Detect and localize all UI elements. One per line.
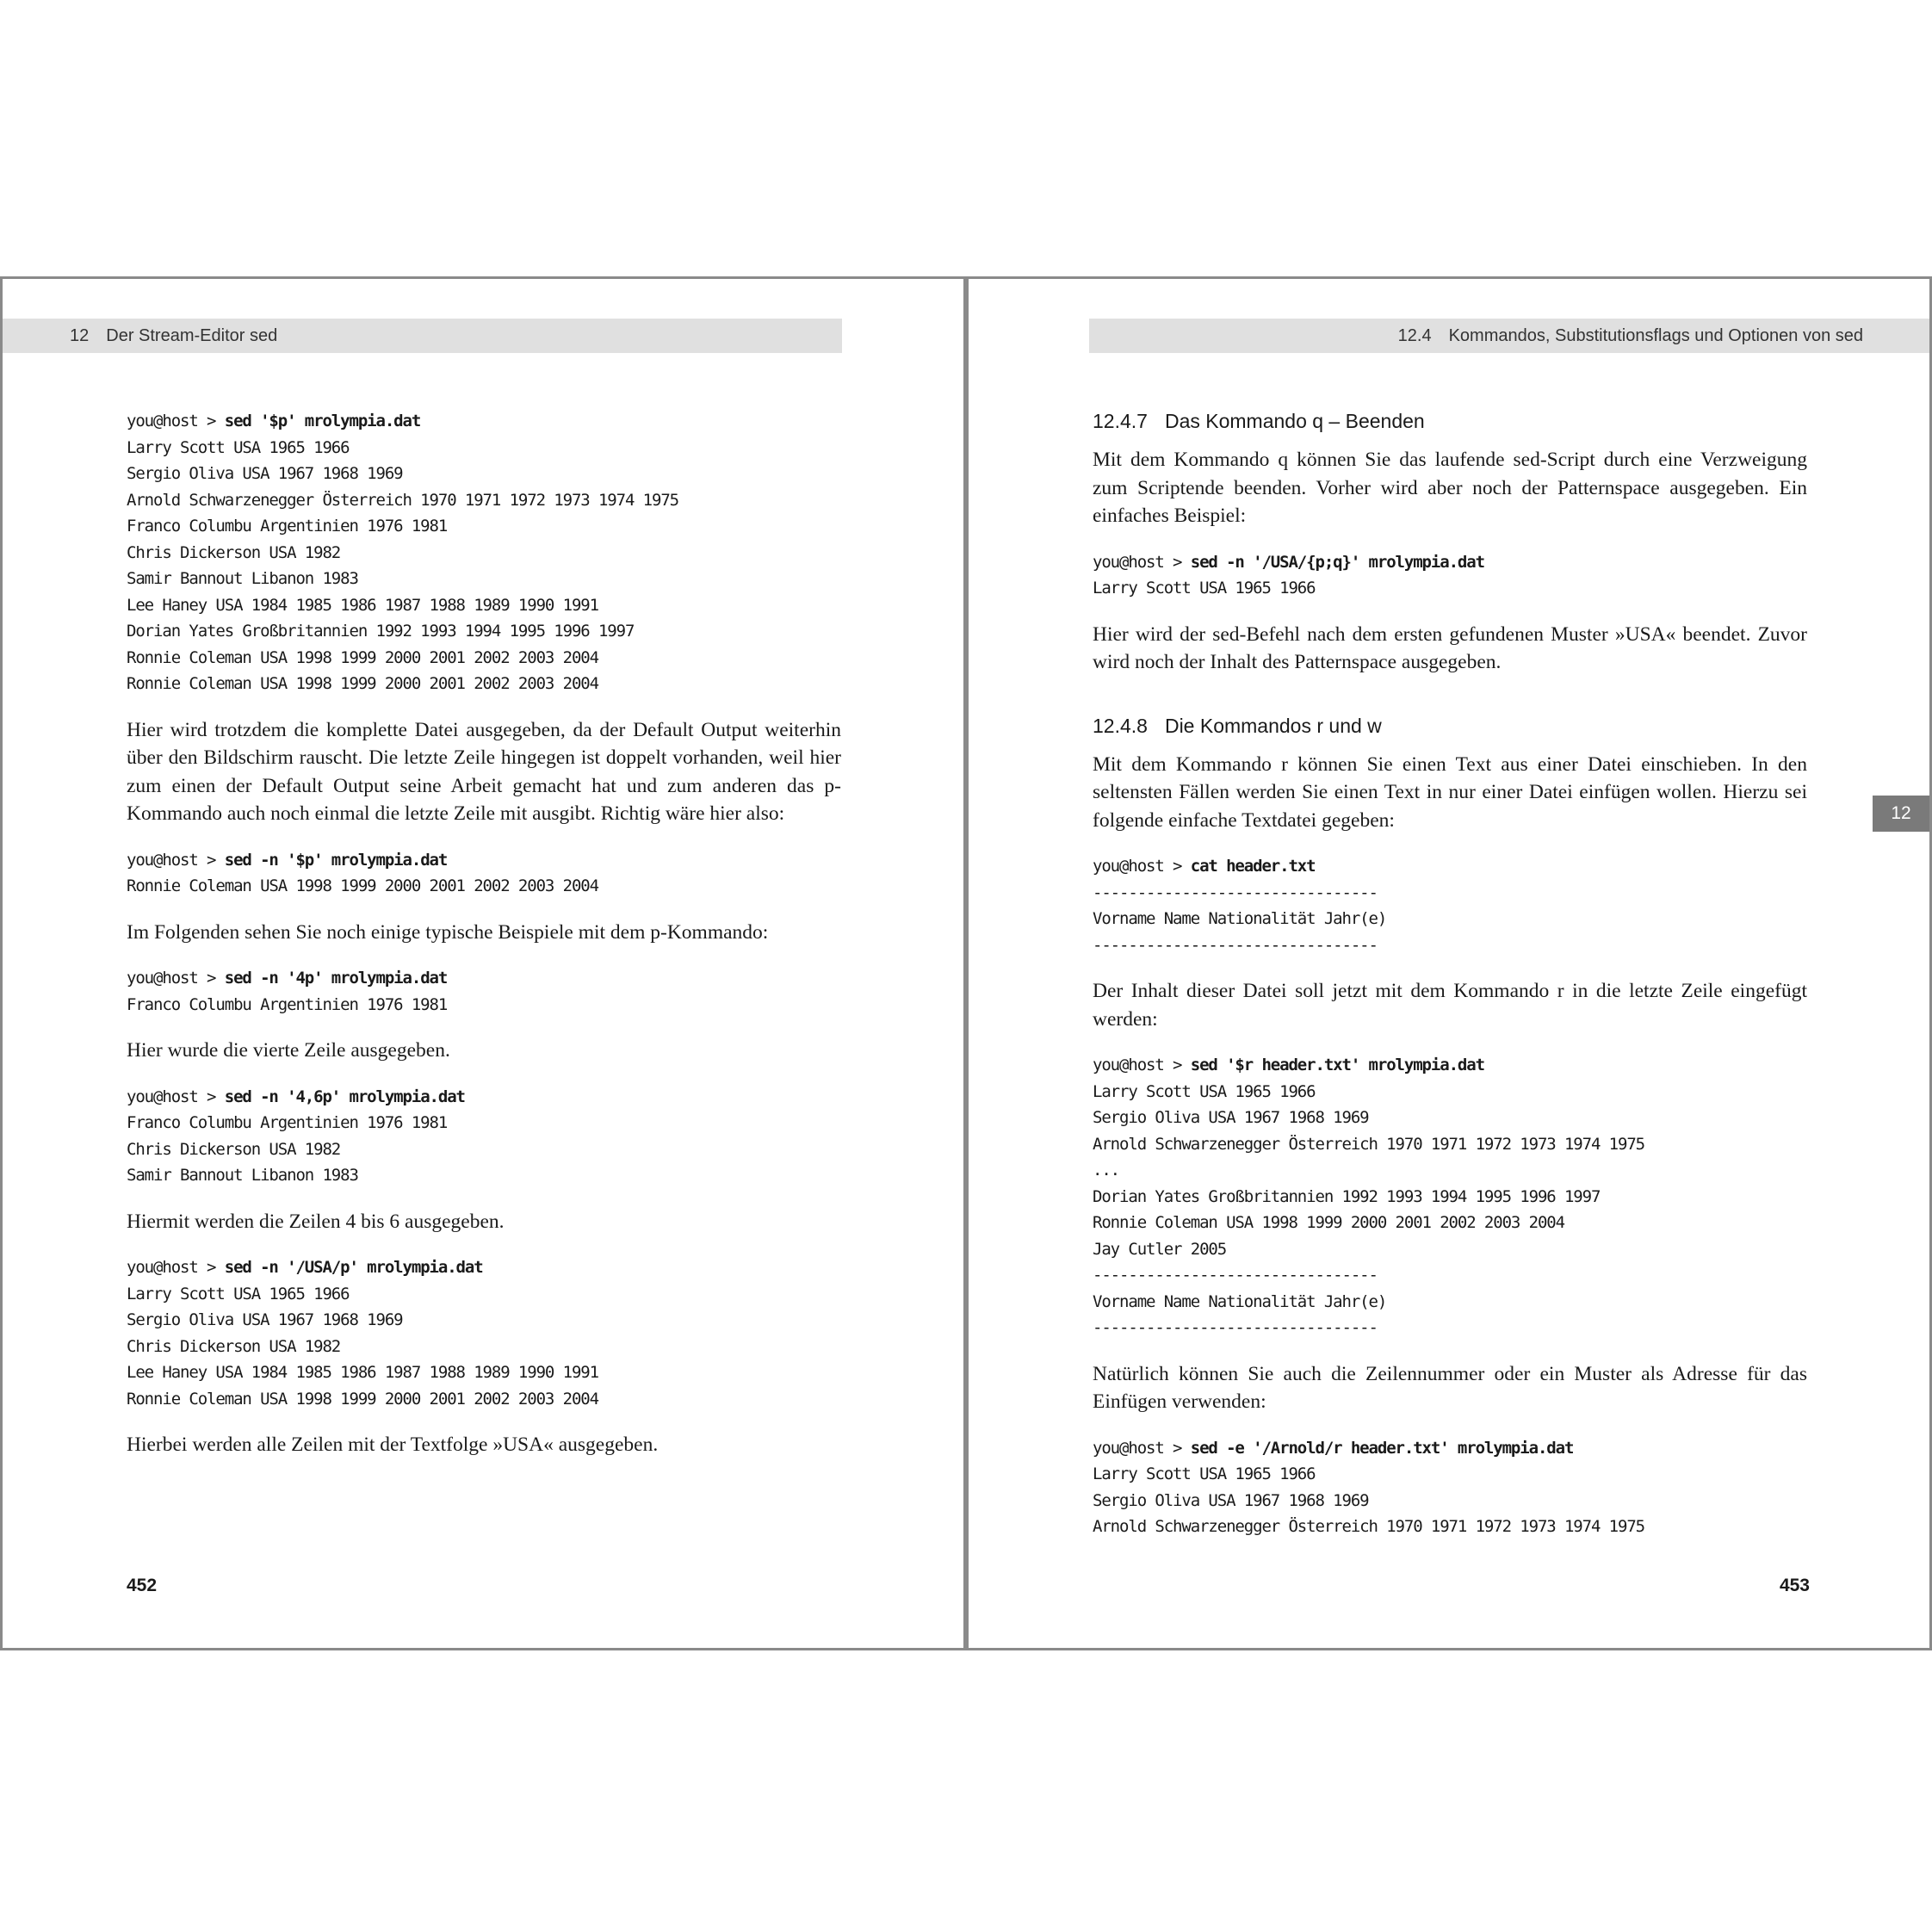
command-line <box>127 1254 841 1281</box>
command-line <box>127 847 841 874</box>
heading-number: 12.4.7 <box>1093 410 1148 432</box>
heading-title: Das Kommando q – Beenden <box>1164 410 1425 432</box>
code-block <box>1093 1052 1807 1341</box>
page-number-left: 452 <box>127 1576 158 1595</box>
right-page <box>966 276 1932 1650</box>
output-line: Ronnie Coleman USA 1998 1999 2000 2001 2002 2003 2004 <box>127 674 598 693</box>
output-line: Arnold Schwarzenegger Österreich 1970 1971 1972 1973 1974 1975 <box>127 490 679 510</box>
code-block <box>127 965 841 1018</box>
command-line <box>127 965 841 992</box>
output-line: Ronnie Coleman USA 1998 1999 2000 2001 2002 2003 2004 <box>127 1389 598 1409</box>
output-line: Sergio Oliva USA 1967 1968 1969 <box>1093 1490 1369 1510</box>
code-block <box>1093 853 1807 958</box>
output-line: Sergio Oliva USA 1967 1968 1969 <box>127 1310 403 1329</box>
command-line <box>1093 853 1807 880</box>
code-block <box>1093 549 1807 602</box>
heading-title: Die Kommandos r und w <box>1164 714 1382 737</box>
body-paragraph: Hier wird trotzdem die komplette Datei ausgegeben, da der Default Output weiterhin über den Bildschirm rauscht. Die letzte Zeile hingegen ist doppelt vorhanden, weil hier zum einen der Default Output seine Arbeit gemacht hat und zum anderen das p-Kommando auch noch einmal die letzte Zeile mit ausgibt. Richtig wäre hier also: <box>127 718 841 825</box>
shell-prompt: you@host > <box>127 1258 225 1277</box>
section-number: 12.4 <box>1397 325 1432 345</box>
right-page-content <box>1093 408 1807 1559</box>
heading-number: 12.4.8 <box>1093 714 1148 737</box>
code-block <box>127 408 841 697</box>
chapter-title: Der Stream-Editor sed <box>106 325 278 345</box>
chapter-number: 12 <box>70 325 90 345</box>
output-line: Larry Scott USA 1965 1966 <box>1093 579 1316 598</box>
shell-prompt: you@host > <box>1093 1438 1191 1458</box>
output-line: Arnold Schwarzenegger Österreich 1970 1971 1972 1973 1974 1975 <box>1093 1517 1645 1536</box>
shell-command: cat header.txt <box>1190 857 1316 876</box>
code-block <box>1093 1435 1807 1540</box>
shell-prompt: you@host > <box>127 412 225 430</box>
output-line: Franco Columbu Argentinien 1976 1981 <box>127 517 448 536</box>
output-line: Franco Columbu Argentinien 1976 1981 <box>127 994 448 1014</box>
output-line: Ronnie Coleman USA 1998 1999 2000 2001 2002 2003 2004 <box>1093 1213 1564 1232</box>
output-line: Chris Dickerson USA 1982 <box>127 1336 341 1356</box>
code-block <box>127 1254 841 1412</box>
section-heading <box>1093 408 1807 434</box>
body-paragraph: Hierbei werden alle Zeilen mit der Textfolge »USA« ausgegeben. <box>127 1434 659 1456</box>
output-line: Larry Scott USA 1965 1966 <box>1093 1081 1316 1101</box>
body-paragraph: Hier wird der sed-Befehl nach dem ersten gefundenen Muster »USA« beendet. Zuvor wird noch der Inhalt des Patternspace ausgegeben. <box>1093 622 1807 673</box>
command-line <box>127 1084 841 1111</box>
output-line: Ronnie Coleman USA 1998 1999 2000 2001 2002 2003 2004 <box>127 876 598 895</box>
page-number-right: 453 <box>1779 1576 1810 1595</box>
body-paragraph: Natürlich können Sie auch die Zeilennummer oder ein Muster als Adresse für das Einfügen verwenden: <box>1093 1362 1807 1413</box>
shell-command: sed '$p' mrolympia.dat <box>224 412 421 430</box>
shell-command: sed '$r header.txt' mrolympia.dat <box>1190 1056 1484 1074</box>
output-line: -------------------------------- <box>1093 882 1378 902</box>
shell-prompt: you@host > <box>1093 1056 1191 1074</box>
section-title: Kommandos, Substitutionsflags und Optionen von sed <box>1448 325 1863 345</box>
output-line: Chris Dickerson USA 1982 <box>127 1139 341 1159</box>
shell-command: sed -n '$p' mrolympia.dat <box>224 850 448 870</box>
body-paragraph: Der Inhalt dieser Datei soll jetzt mit dem Kommando r in die letzte Zeile eingefügt werden: <box>1093 980 1807 1031</box>
shell-command: sed -n '4,6p' mrolympia.dat <box>224 1087 465 1106</box>
output-line: Jay Cutler 2005 <box>1093 1239 1227 1259</box>
code-block <box>127 1084 841 1189</box>
chapter-thumb-tab: 12 <box>1873 796 1929 832</box>
output-line: Sergio Oliva USA 1967 1968 1969 <box>127 464 403 483</box>
code-block <box>127 847 841 900</box>
shell-command: sed -n '4p' mrolympia.dat <box>224 969 448 988</box>
output-line: -------------------------------- <box>1093 1266 1378 1285</box>
shell-command: sed -n '/USA/{p;q}' mrolympia.dat <box>1190 552 1484 572</box>
output-line: Larry Scott USA 1965 1966 <box>1093 1464 1316 1483</box>
shell-prompt: you@host > <box>127 969 225 988</box>
shell-command: sed -n '/USA/p' mrolympia.dat <box>224 1258 483 1277</box>
running-header-left <box>3 319 842 353</box>
output-line: Vorname Name Nationalität Jahr(e) <box>1093 1291 1387 1311</box>
output-line: Ronnie Coleman USA 1998 1999 2000 2001 2002 2003 2004 <box>127 647 598 667</box>
shell-prompt: you@host > <box>1093 552 1191 572</box>
output-line: Arnold Schwarzenegger Österreich 1970 1971 1972 1973 1974 1975 <box>1093 1134 1645 1154</box>
output-line: -------------------------------- <box>1093 935 1378 955</box>
body-paragraph: Hier wurde die vierte Zeile ausgegeben. <box>127 1039 450 1062</box>
book-spread <box>0 276 1932 1654</box>
output-line: Chris Dickerson USA 1982 <box>127 542 341 562</box>
left-page <box>0 276 966 1650</box>
shell-prompt: you@host > <box>127 850 225 870</box>
output-line: Lee Haney USA 1984 1985 1986 1987 1988 1989 1990 1991 <box>127 1363 598 1382</box>
running-header-right <box>1089 319 1932 353</box>
command-line <box>1093 1435 1807 1462</box>
command-line <box>1093 549 1807 576</box>
output-line: -------------------------------- <box>1093 1318 1378 1337</box>
output-line: Sergio Oliva USA 1967 1968 1969 <box>1093 1108 1369 1127</box>
left-page-content <box>127 408 841 1478</box>
output-line: Dorian Yates Großbritannien 1992 1993 1994 1995 1996 1997 <box>1093 1186 1601 1206</box>
body-paragraph: Hiermit werden die Zeilen 4 bis 6 ausgegeben. <box>127 1210 505 1233</box>
output-line: Larry Scott USA 1965 1966 <box>127 1284 350 1303</box>
output-line: Samir Bannout Libanon 1983 <box>127 569 358 588</box>
output-line: Franco Columbu Argentinien 1976 1981 <box>127 1113 448 1132</box>
output-line: ... <box>1093 1161 1120 1180</box>
command-line <box>127 408 841 435</box>
output-line: Samir Bannout Libanon 1983 <box>127 1166 358 1185</box>
body-paragraph: Mit dem Kommando r können Sie einen Text aus einer Datei einschieben. In den seltensten Fällen werden Sie einen Text in nur einer Datei einfügen wollen. Hierzu sei folgende einfache Textdatei gegeben: <box>1093 752 1807 832</box>
output-line: Larry Scott USA 1965 1966 <box>127 437 350 457</box>
output-line: Vorname Name Nationalität Jahr(e) <box>1093 909 1387 928</box>
output-line: Dorian Yates Großbritannien 1992 1993 1994 1995 1996 1997 <box>127 622 635 641</box>
shell-command: sed -e '/Arnold/r header.txt' mrolympia.dat <box>1190 1438 1574 1458</box>
command-line <box>1093 1052 1807 1079</box>
section-heading <box>1093 713 1807 739</box>
body-paragraph: Mit dem Kommando q können Sie das laufende sed-Script durch eine Verzweigung zum Scriptende beenden. Vorher wird aber noch der Patternspace ausgegeben. Ein einfaches Beispiel: <box>1093 449 1807 527</box>
output-line: Lee Haney USA 1984 1985 1986 1987 1988 1989 1990 1991 <box>127 595 598 615</box>
shell-prompt: you@host > <box>127 1087 225 1106</box>
shell-prompt: you@host > <box>1093 857 1191 876</box>
body-paragraph: Im Folgenden sehen Sie noch einige typische Beispiele mit dem p-Kommando: <box>127 920 769 944</box>
